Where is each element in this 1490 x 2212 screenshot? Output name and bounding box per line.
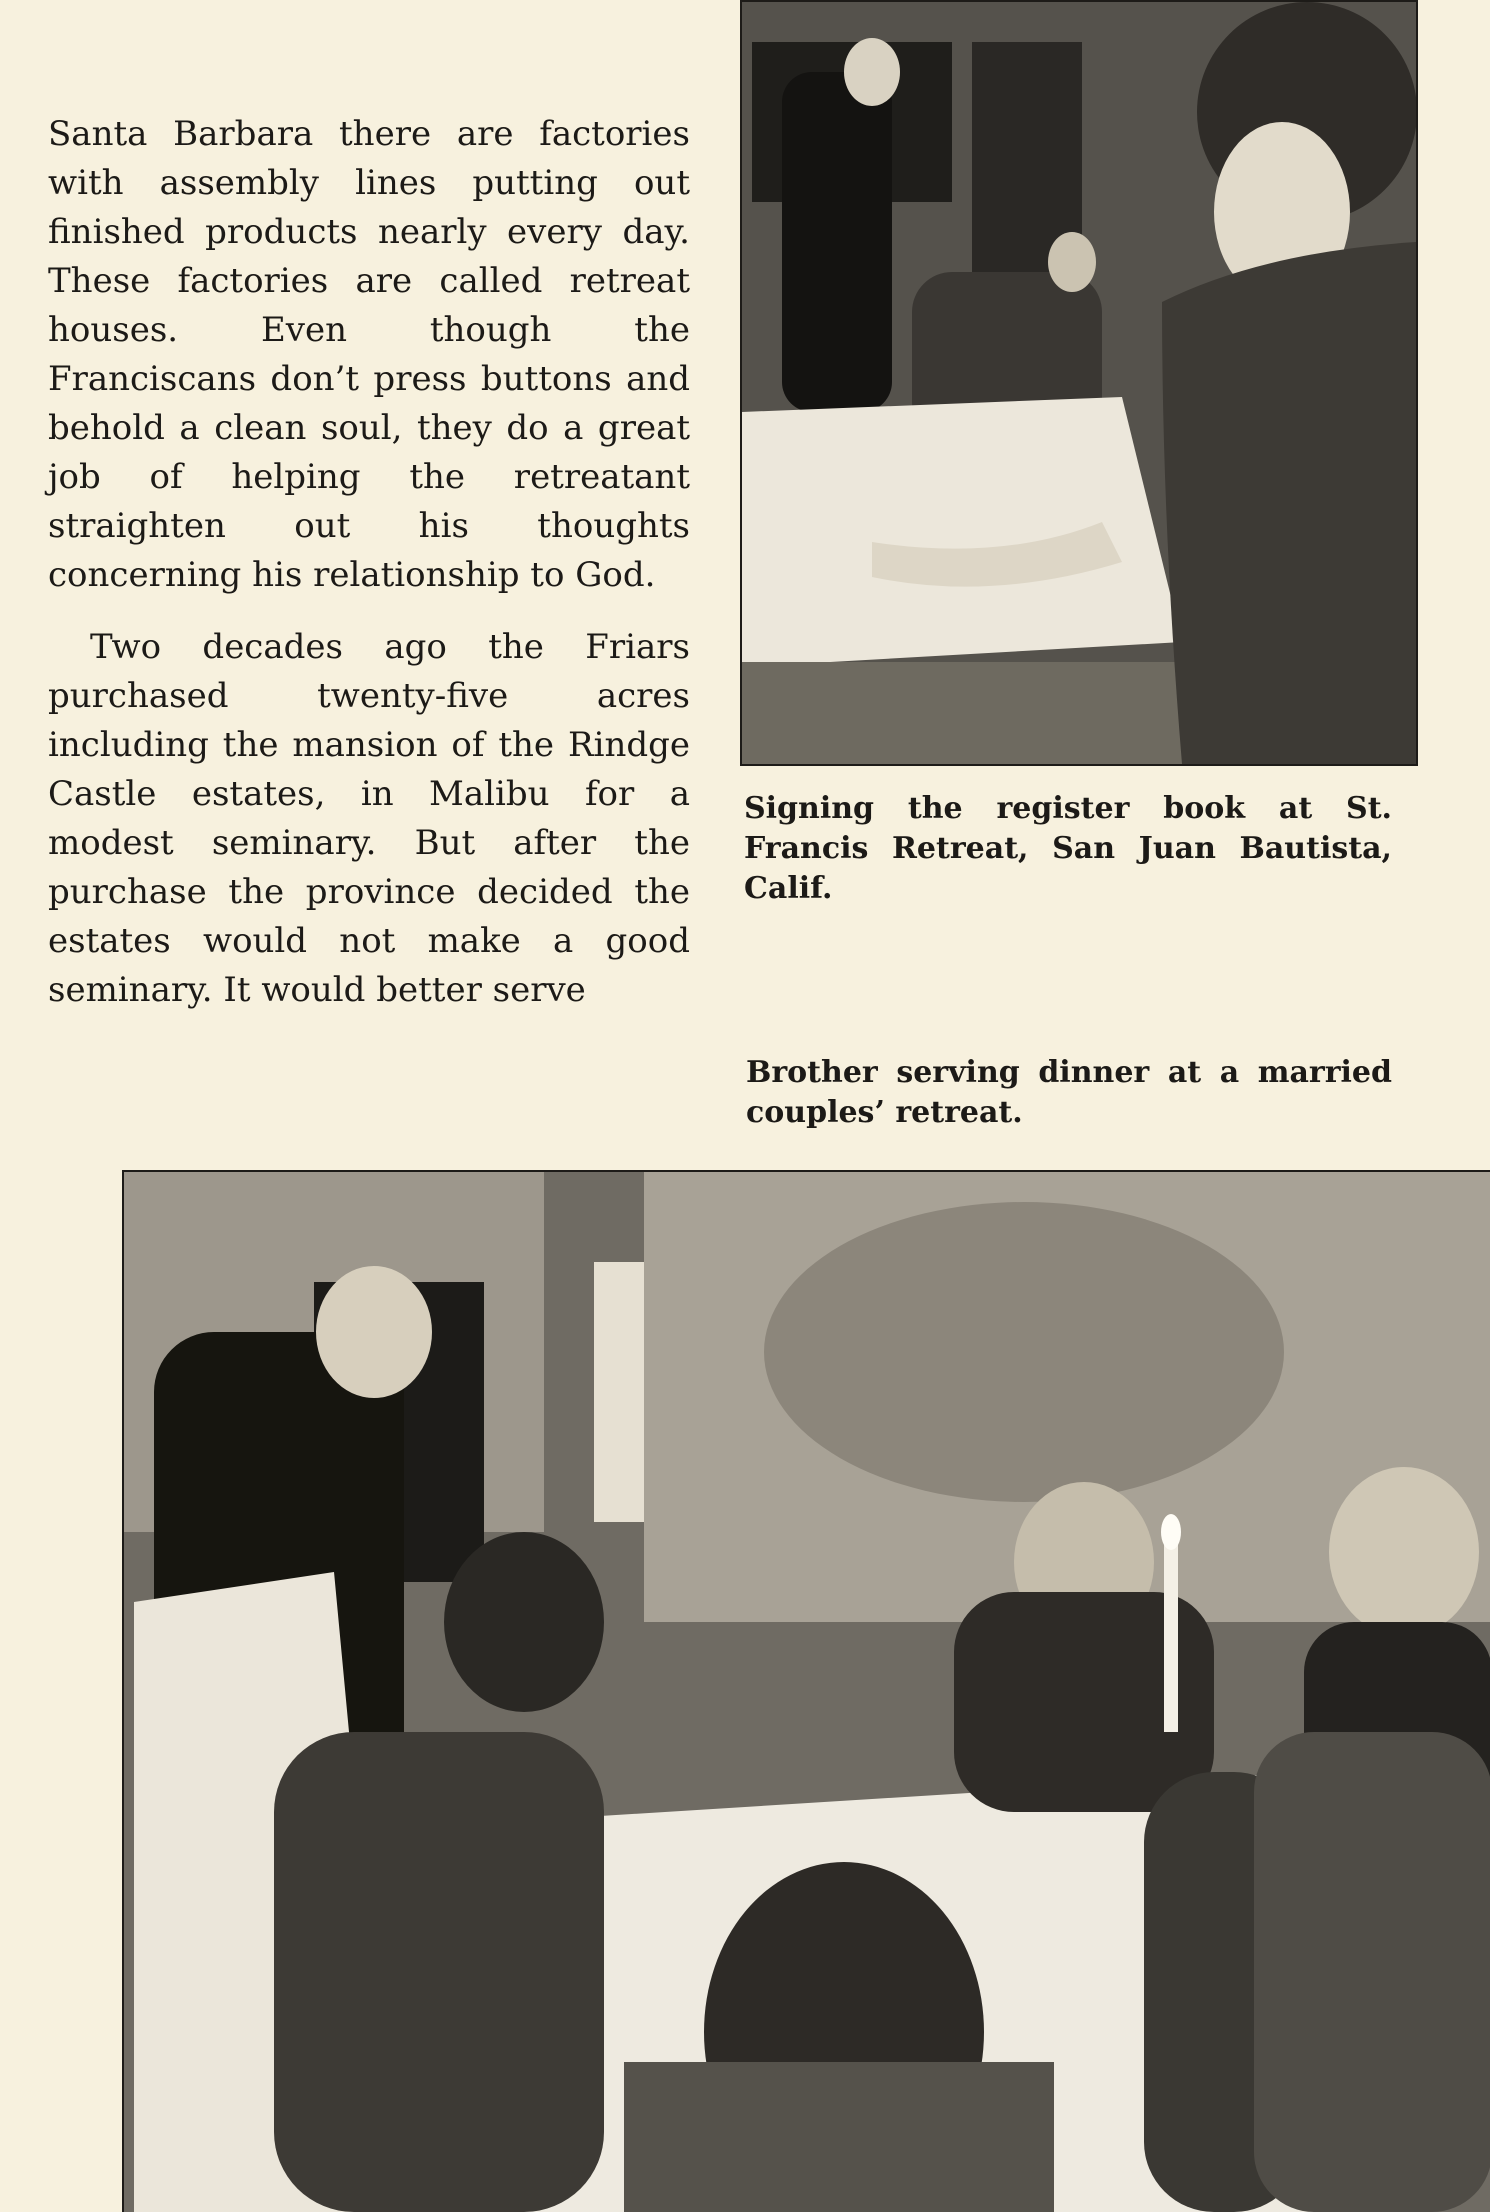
- article-paragraph: Two decades ago the Friars purchased twenty-five acres including the mansion of the Rindge Castle estates, in Malibu for a modest seminary. But after the purchase the province decided the estates would not make a good seminary. It would better serve: [48, 627, 690, 1010]
- article-text-column: [48, 110, 690, 1015]
- register-signing-photo: [740, 0, 1418, 766]
- register-photo-caption: Signing the register book at St. Francis Retreat, San Juan Bautista, Calif.: [744, 791, 1392, 906]
- retreat-dinner-photo: [122, 1170, 1490, 2212]
- dinner-photo-caption: Brother serving dinner at a married couples’ retreat.: [746, 1055, 1392, 1130]
- article-paragraph: Santa Barbara there are factories with assembly lines putting out finished products nearly every day. These factories are called retreat houses. Even though the Franciscans don’t press buttons and behold a clean soul, they do a great job of helping the retreatant straighten out his thoughts concerning his relationship to God.: [48, 114, 690, 595]
